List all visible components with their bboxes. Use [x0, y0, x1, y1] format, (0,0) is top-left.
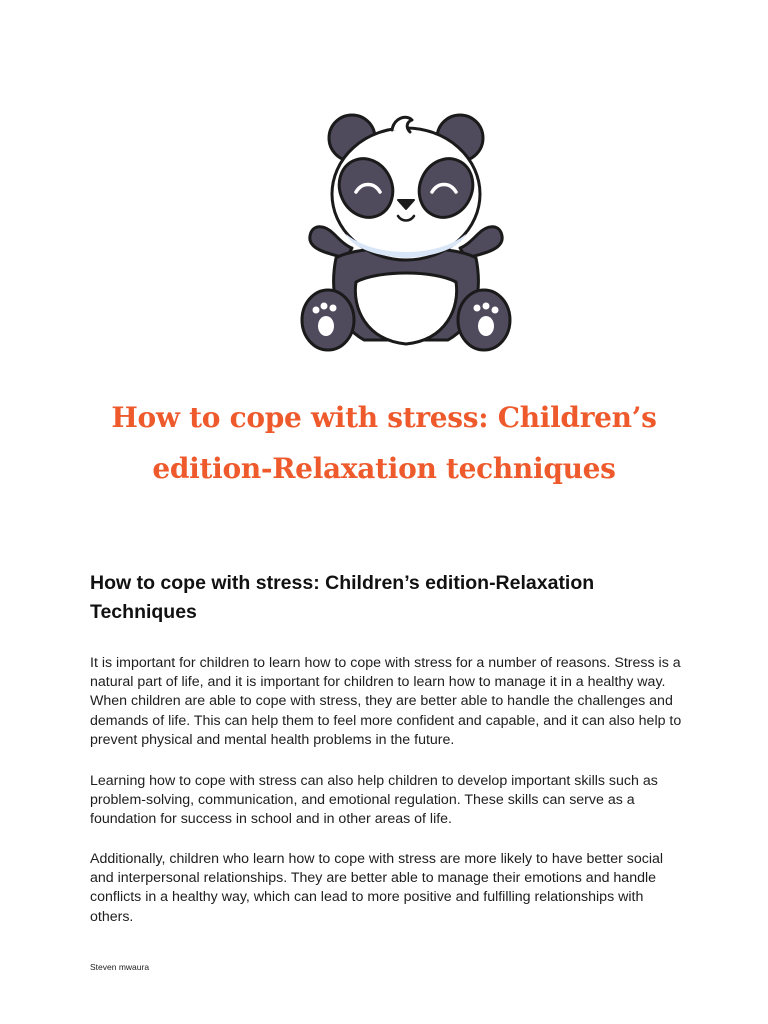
- document-title: How to cope with stress: Children’s edition-Relaxation techniques: [111, 401, 657, 485]
- paragraph-2: Learning how to cope with stress can also help children to develop important skills such as problem-solving, communication, and emotional regulation. These skills can serve as a foundation for success in school and in other areas of life.: [90, 773, 658, 828]
- footer-author: Steven mwaura: [90, 962, 150, 972]
- paragraph-3: Additionally, children who learn how to cope with stress are more likely to have better social and interpersonal relationships. They are better able to manage their emotions and handle conflicts in a healthy way, which can lead to more positive and fulfilling relationships with others.: [90, 851, 664, 925]
- section-heading: How to cope with stress: Children’s edition-Relaxation Techniques: [90, 572, 595, 623]
- panda-icon: [294, 108, 518, 356]
- paragraph-1: It is important for children to learn how to cope with stress for a number of reasons. Stress is a natural part of life, and it is important for children to learn how to manage it in a healthy way. When children are able to cope with stress, they are better able to handle the challenges and demands of life. This can help them to feel more confident and capable, and it can also help to prevent physical and mental health problems in the future.: [90, 655, 682, 748]
